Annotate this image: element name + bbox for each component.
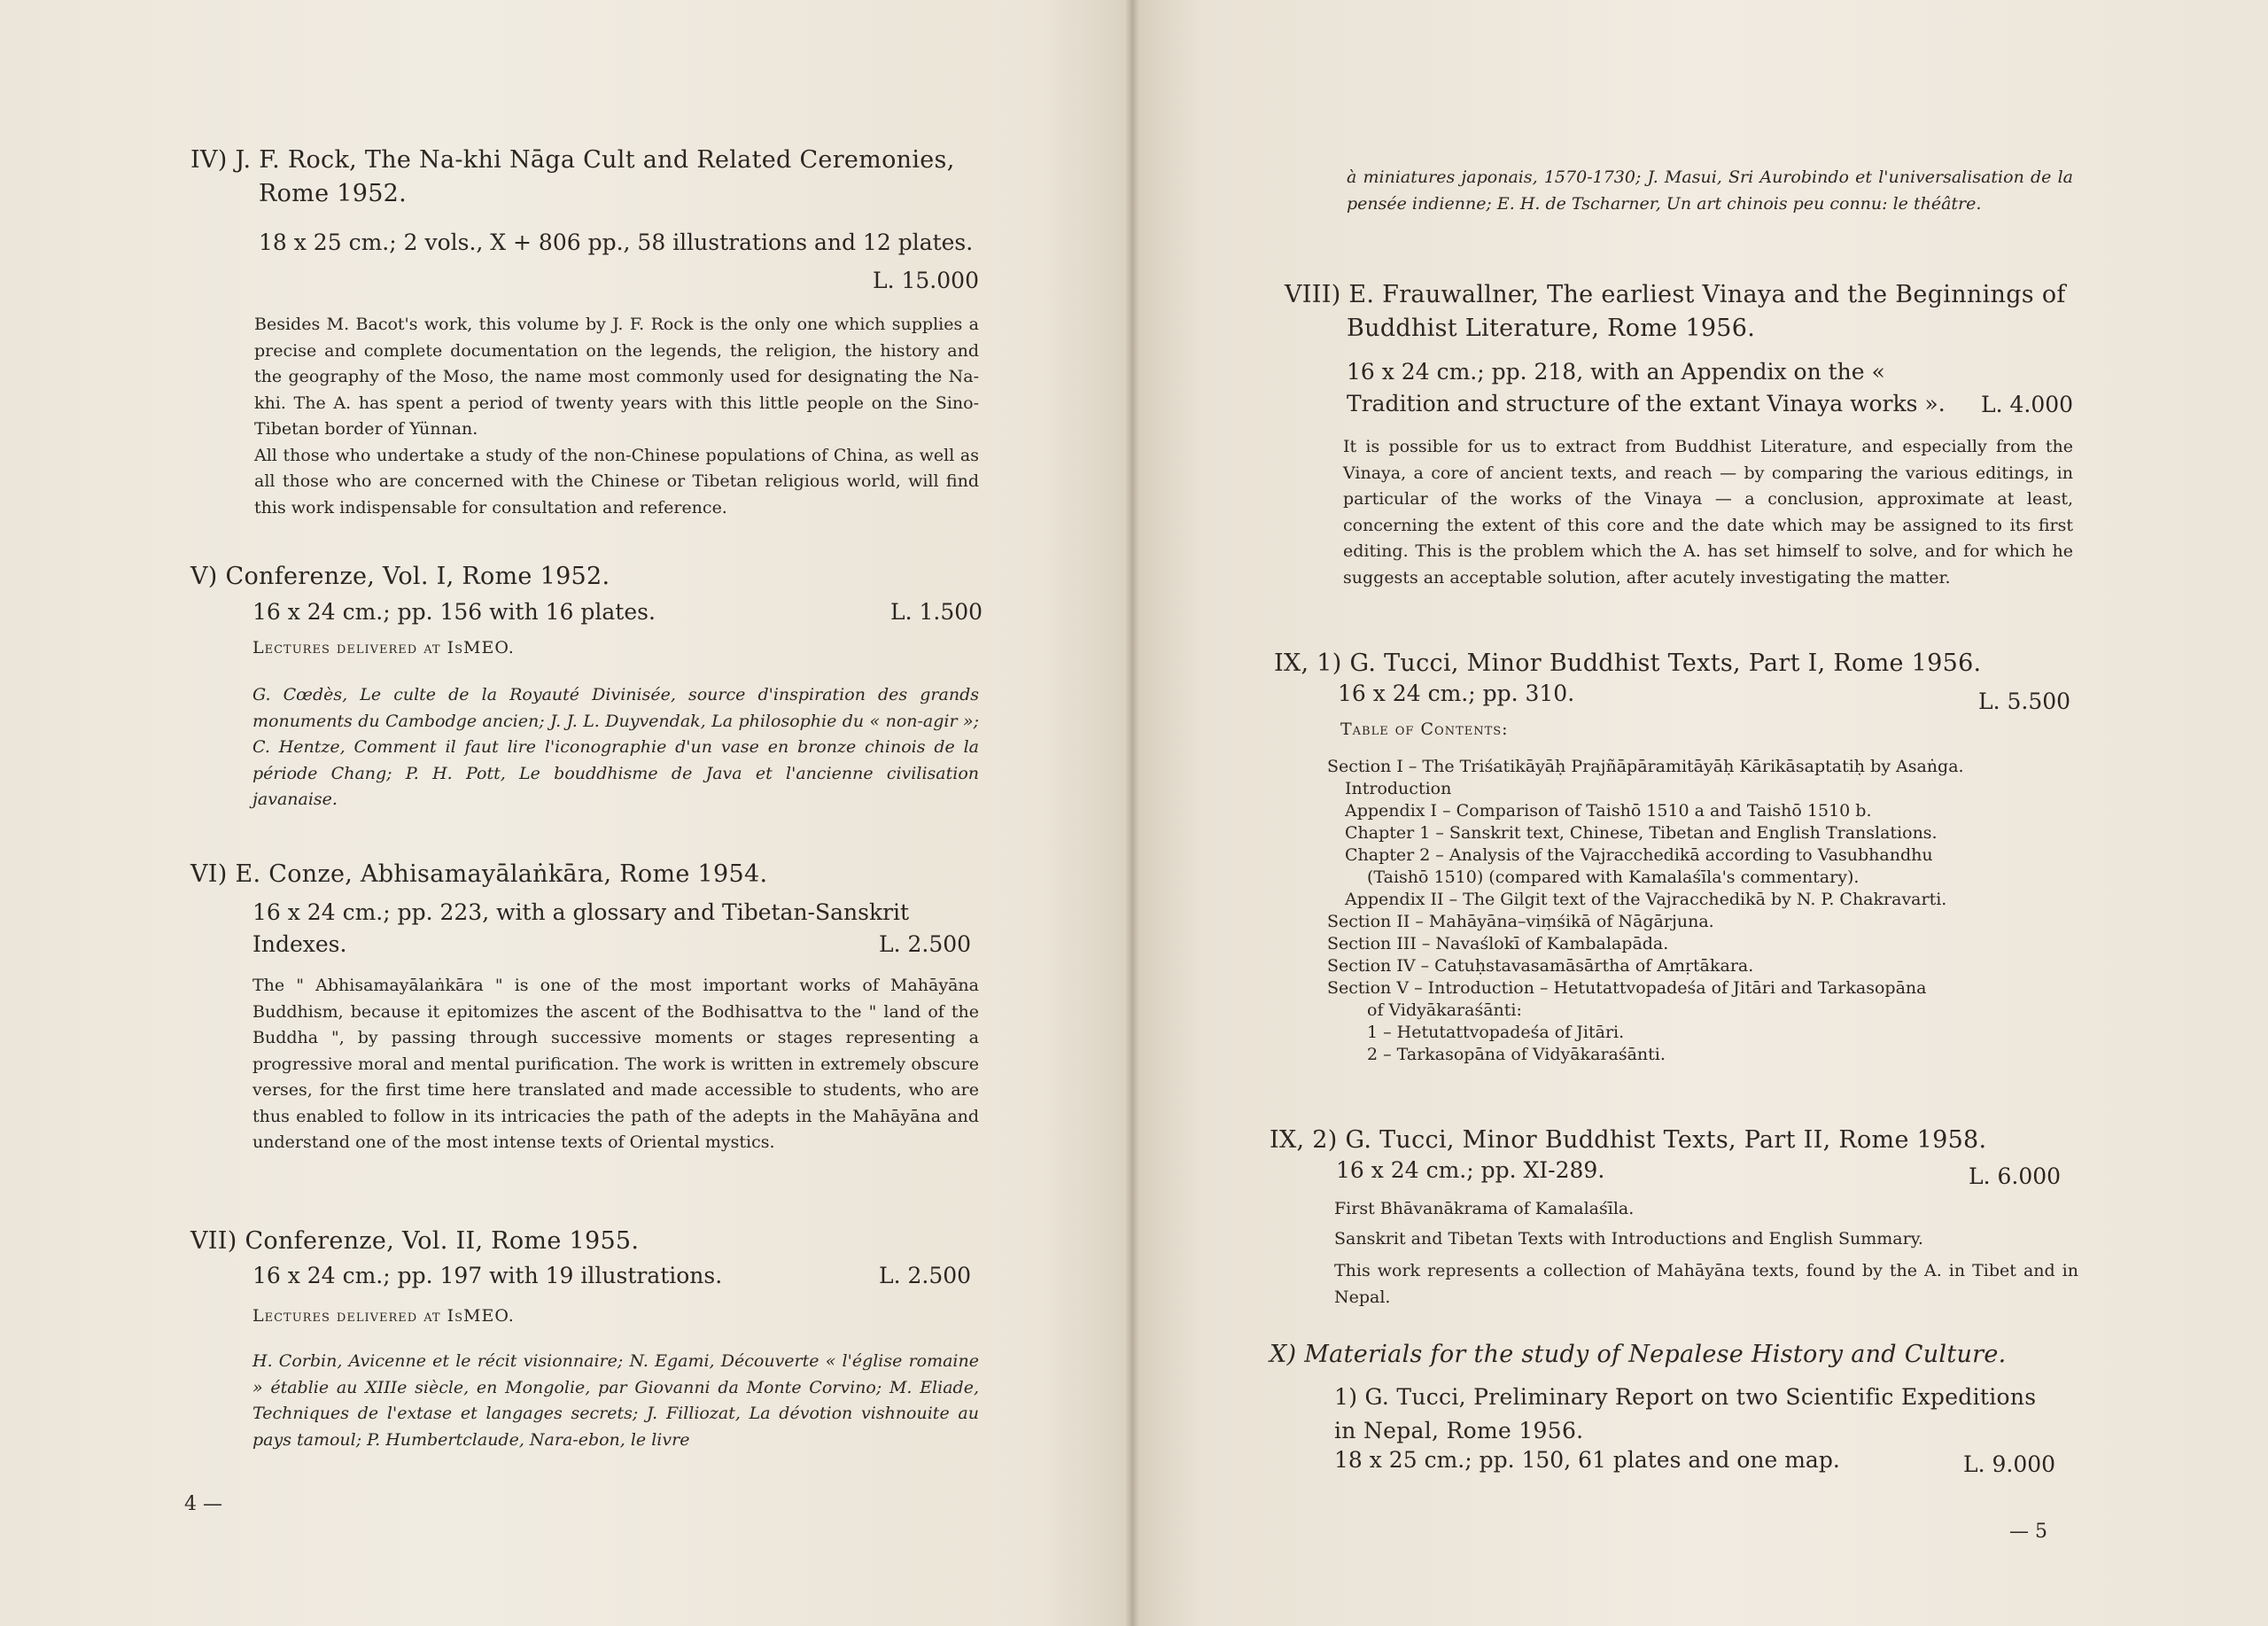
entry-vi-spec: 16 x 24 cm.; pp. 223, with a glossary and Tibetan-Sanskrit Indexes. <box>252 899 910 957</box>
toc-item: Section III – Navaślokī of Kambalapāda. <box>1327 934 1669 953</box>
page-number-right: — 5 <box>2009 1521 2047 1543</box>
entry-ix2-line-1: First Bhāvanākrama of Kamalaśīla. <box>1334 1199 1635 1218</box>
entry-ix2-description: This work represents a collection of Mahāyāna texts, found by the A. in Tibet and in Nepal. <box>1334 1261 2078 1307</box>
toc-item: Section I – The Triśatikāyāḥ Prajñāpāramitāyāḥ Kārikāsaptatiḥ by Asaṅga. <box>1327 757 1964 776</box>
entry-x-heading: X) Materials for the study of Nepalese History and Culture. <box>1270 1341 2007 1368</box>
toc-item: Section V – Introduction – Hetutattvopadeśa of Jitāri and Tarkasopāna <box>1327 978 1927 998</box>
toc-item: Chapter 1 – Sanskrit text, Chinese, Tibetan and English Translations. <box>1345 823 1938 843</box>
entry-ix2-line-2: Sanskrit and Tibetan Texts with Introductions and English Summary. <box>1334 1229 1923 1249</box>
toc-item: Section II – Mahāyāna–viṃśikā of Nāgārjuna. <box>1327 912 1714 931</box>
right-page <box>1132 0 2268 1626</box>
entry-vii-heading: VII) Conferenze, Vol. II, Rome 1955. <box>190 1227 640 1255</box>
toc-item: Appendix I – Comparison of Taishō 1510 a and Taishō 1510 b. <box>1345 801 1872 821</box>
entry-vi-price: L. 2.500 <box>879 931 972 957</box>
page-number-left: 4 — <box>184 1493 222 1515</box>
entry-v-label: Lectures delivered at IsMEO. <box>252 638 515 657</box>
entry-vii-spec: 16 x 24 cm.; pp. 197 with 19 illustrations. <box>252 1263 723 1288</box>
toc-item: Appendix II – The Gilgit text of the Vajracchedikā by N. P. Chakravarti. <box>1345 890 1947 909</box>
entry-vi-heading: VI) E. Conze, Abhisamayālaṅkāra, Rome 1954. <box>190 860 768 888</box>
entry-viii-heading: VIII) E. Frauwallner, The earliest Vinaya and the Beginnings of <box>1285 281 2066 308</box>
toc-item: 1 – Hetutattvopadeśa of Jitāri. <box>1367 1023 1625 1042</box>
toc-item: Introduction <box>1345 779 1452 798</box>
book-gutter <box>1125 0 1139 1626</box>
entry-x-spec: 18 x 25 cm.; pp. 150, 61 plates and one map. <box>1334 1447 1840 1473</box>
entry-viii-spec: 16 x 24 cm.; pp. 218, with an Appendix on the « Tradition and structure of the extant Vinaya works ». <box>1347 359 1946 416</box>
entry-ix2-heading: IX, 2) G. Tucci, Minor Buddhist Texts, Part II, Rome 1958. <box>1270 1126 1987 1154</box>
entry-iv-price: L. 15.000 <box>873 268 979 293</box>
toc-item: Section IV – Catuḥstavasamāsārtha of Amṛtākara. <box>1327 956 1754 976</box>
entry-iv-description <box>254 312 979 521</box>
toc-item: Chapter 2 – Analysis of the Vajracchedikā according to Vasubhandhu <box>1345 845 1933 865</box>
continued-text: à miniatures japonais, 1570-1730; J. Masui, Sri Aurobindo et l'universalisation de la pensée indienne; E. H. de Tscharner, Un art chinois peu connu: le théâtre. <box>1347 167 2073 214</box>
toc-item: (Taishō 1510) (compared with Kamalaśīla's commentary). <box>1367 867 1860 887</box>
entry-ix1-toc <box>1327 756 2089 1066</box>
toc-item: 2 – Tarkasopāna of Vidyākaraśānti. <box>1367 1045 1666 1064</box>
entry-ix1-heading: IX, 1) G. Tucci, Minor Buddhist Texts, Part I, Rome 1956. <box>1274 650 1982 677</box>
entry-viii-price: L. 4.000 <box>1981 392 2074 417</box>
entry-ix1-toc-label: Table of Contents: <box>1340 720 1509 739</box>
entry-iv-heading: IV) J. F. Rock, The Na-khi Nāga Cult and Related Ceremonies, <box>190 146 955 174</box>
entry-v-description: G. Cœdès, Le culte de la Royauté Divinisée, source d'inspiration des grands monuments du Cambodge ancien; J. J. L. Duyvendak, La philosophie du « non-agir »; C. Hentze, Comment il faut lire l'iconographie d'un vase en bronze chinois de la période Chang; P. H. Pott, Le bouddhisme de Java et l'ancienne civilisation javanaise. <box>252 685 979 809</box>
entry-v-spec: 16 x 24 cm.; pp. 156 with 16 plates. <box>252 599 656 625</box>
entry-ix1-spec: 16 x 24 cm.; pp. 310. <box>1338 681 1575 706</box>
toc-item: of Vidyākaraśānti: <box>1367 1000 1522 1020</box>
entry-x-subitem: 1) G. Tucci, Preliminary Report on two Scientific Expeditions in Nepal, Rome 1956. <box>1334 1384 2037 1443</box>
entry-iv-spec: 18 x 25 cm.; 2 vols., X + 806 pp., 58 illustrations and 12 plates. <box>259 230 974 255</box>
entry-vii-price: L. 2.500 <box>879 1263 972 1288</box>
entry-vi-description: The " Abhisamayālaṅkāra " is one of the most important works of Mahāyāna Buddhism, because it epitomizes the ascent of the Bodhisattva to the " land of the Buddha ", by passing through successive moments or stages representing a progressive moral and mental purification. The work is written in extremely obscure verses, for the first time here translated and made accessible to students, who are thus enabled to follow in its intricacies the path of the adepts in the Mahāyāna and understand one of the most intense texts of Oriental mystics. <box>252 976 979 1152</box>
entry-v-price: L. 1.500 <box>890 599 983 625</box>
entry-viii-heading-cont: Buddhist Literature, Rome 1956. <box>1347 315 1756 342</box>
entry-vii-label: Lectures delivered at IsMEO. <box>252 1306 515 1326</box>
entry-ix2-price: L. 6.000 <box>1969 1163 2062 1189</box>
left-page <box>0 0 1132 1626</box>
entry-ix2-spec: 16 x 24 cm.; pp. XI-289. <box>1336 1157 1605 1183</box>
entry-iv-desc-para-1: Besides M. Bacot's work, this volume by J. F. Rock is the only one which supplies a precise and complete documentation on the legends, the religion, the history and the geography of the Moso, the name most commonly used for designating the Na-khi. The A. has spent a period of twenty years with this little people on the Sino-Tibetan border of Yünnan. <box>254 315 979 439</box>
entry-viii-description: It is possible for us to extract from Buddhist Literature, and especially from the Vinaya, a core of ancient texts, and reach — by comparing the various editings, in particular of the works of the Vinaya — a conclusion, approximate at least, concerning the extent of this core and the date which may be assigned to its first editing. This is the problem which the A. has set himself to solve, and for which he suggests an acceptable solution, after acutely investigating the matter. <box>1343 437 2073 587</box>
entry-vii-description: H. Corbin, Avicenne et le récit visionnaire; N. Egami, Découverte « l'église romaine » établie au XIIIe siècle, en Mongolie, par Giovanni da Monte Corvino; M. Eliade, Techniques de l'extase et langages secrets; J. Filliozat, La dévotion vishnouite au pays tamoul; P. Humbertclaude, Nara-ebon, le livre <box>252 1351 979 1450</box>
entry-iv-desc-para-2: All those who undertake a study of the non-Chinese populations of China, as well as all those who are concerned with the Chinese or Tibetan religious world, will find this work indispensable for consultation and reference. <box>254 445 979 517</box>
entry-x-price: L. 9.000 <box>1963 1451 2056 1477</box>
entry-iv-heading-cont: Rome 1952. <box>259 180 408 207</box>
entry-ix1-price: L. 5.500 <box>1978 689 2071 714</box>
entry-v-heading: V) Conferenze, Vol. I, Rome 1952. <box>190 563 610 590</box>
